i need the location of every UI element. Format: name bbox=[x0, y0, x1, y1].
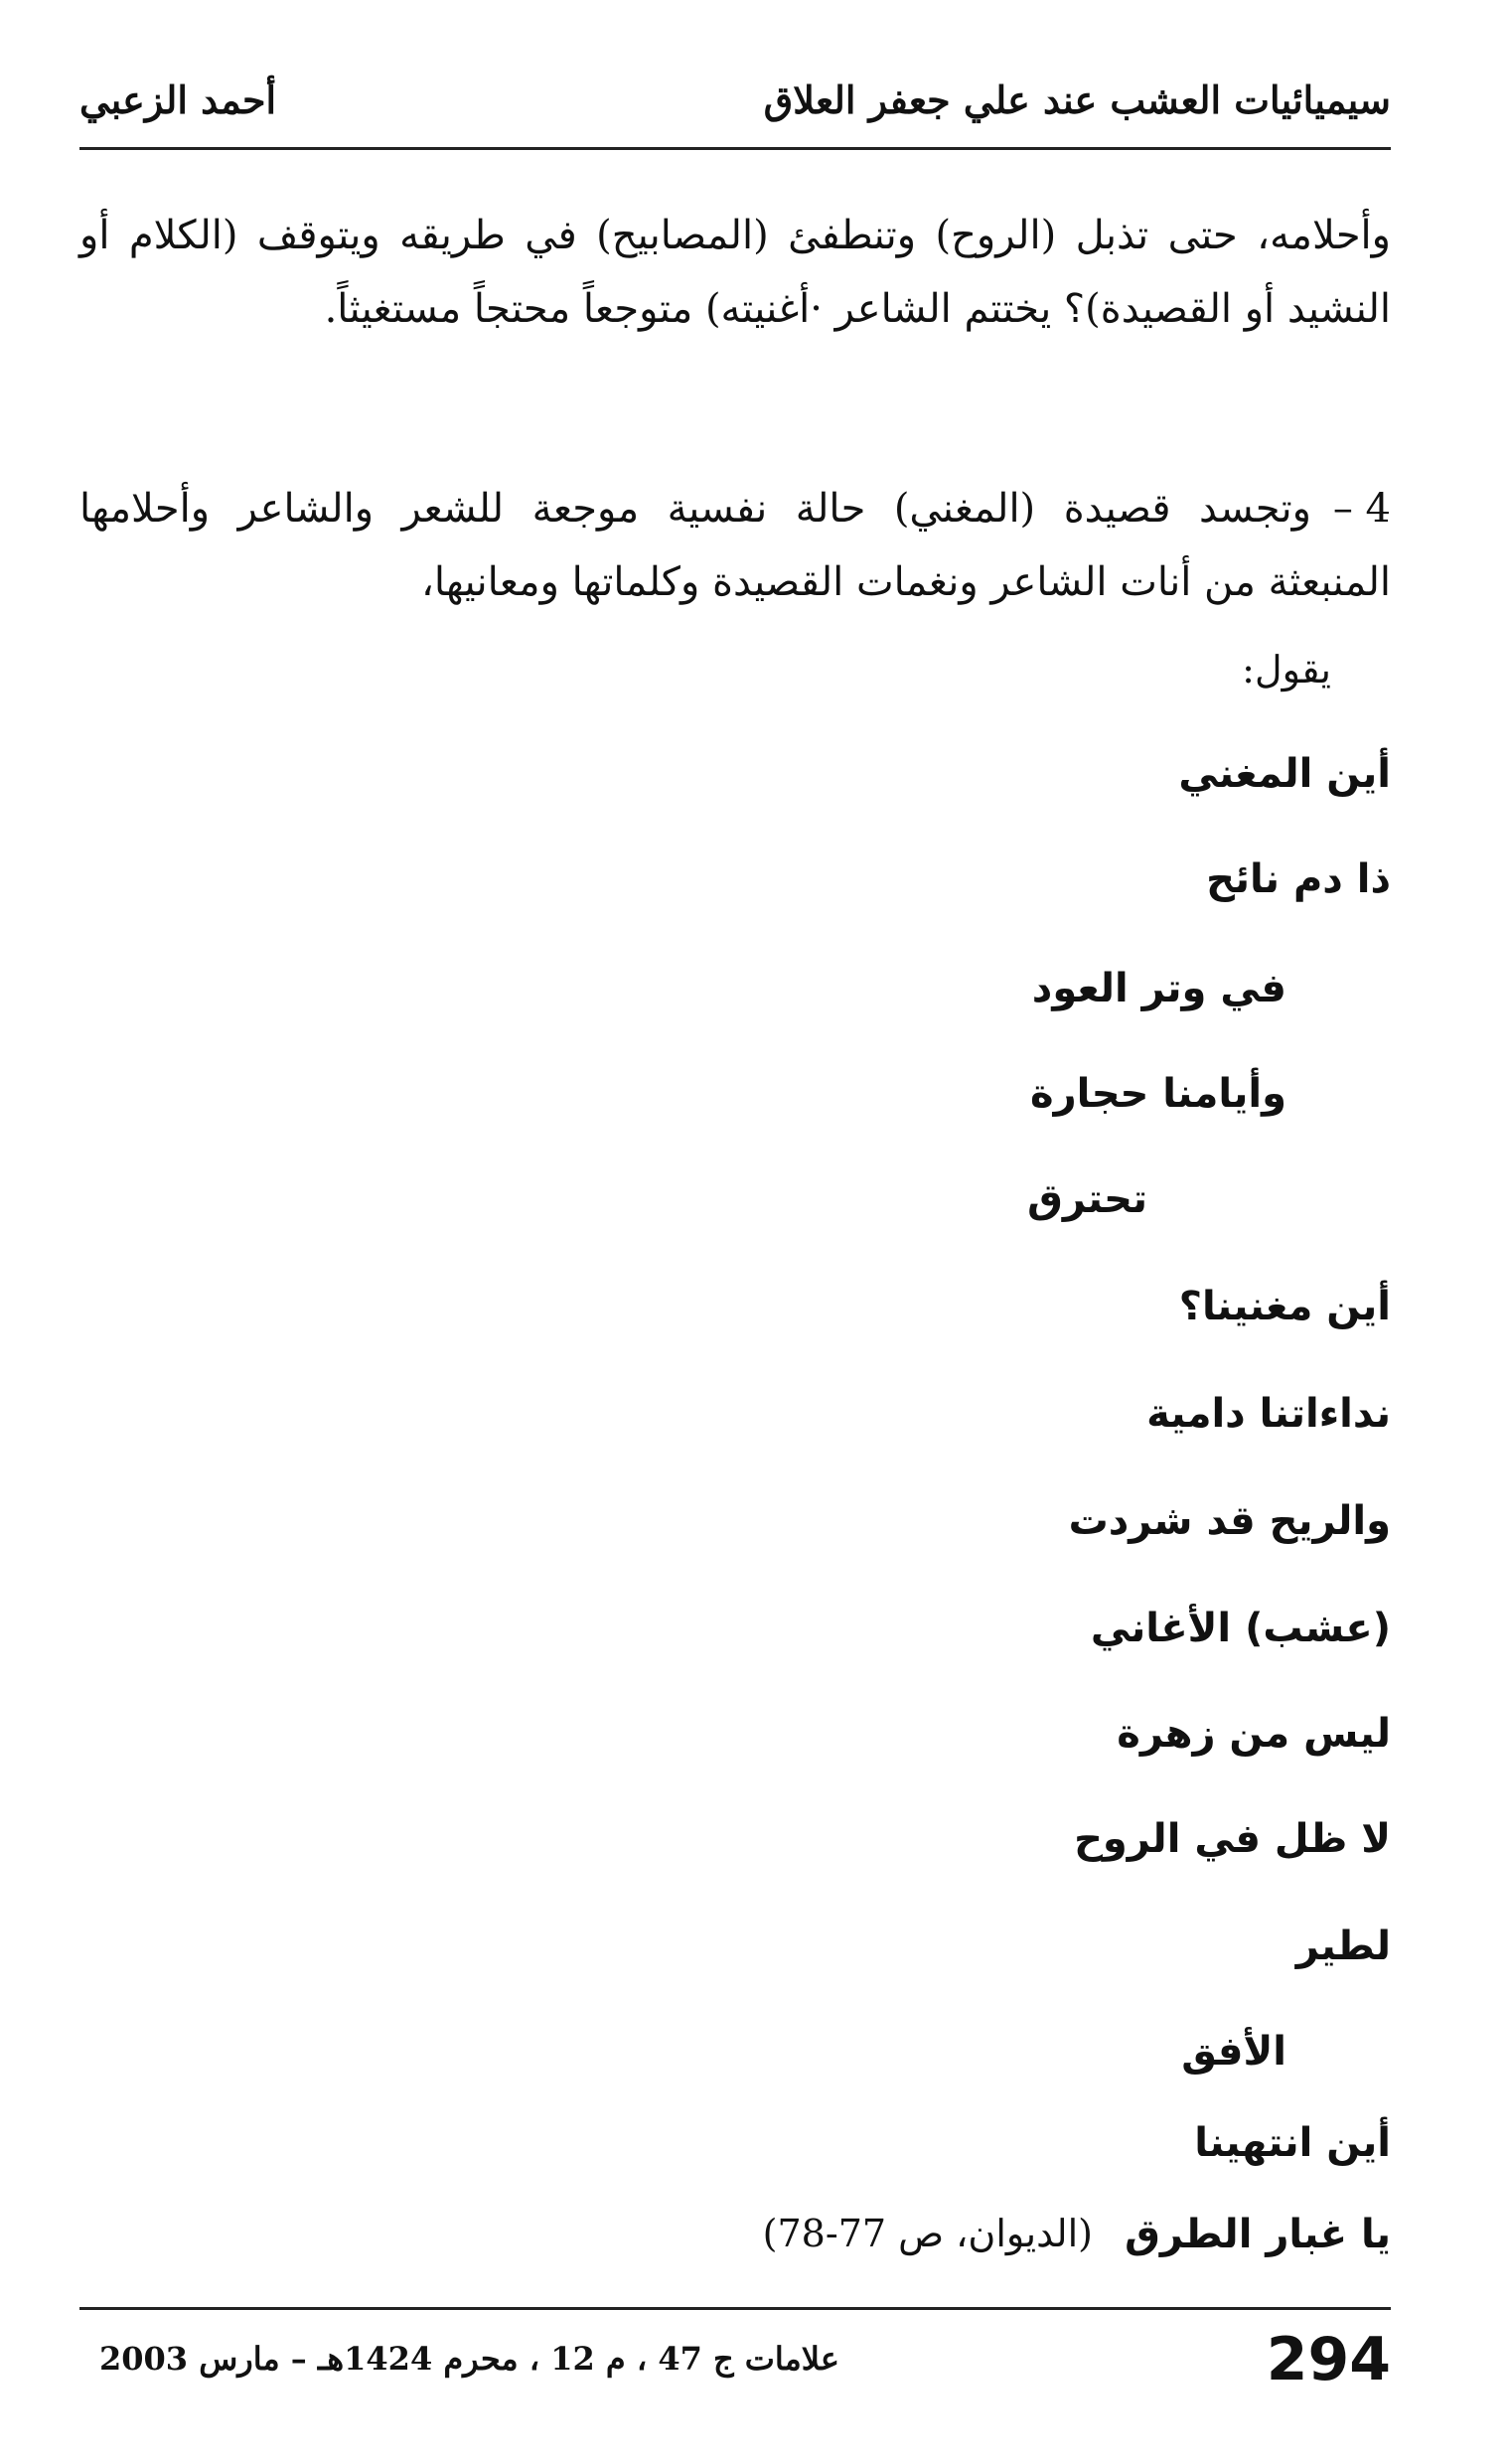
paragraph-2-number: 4 – bbox=[1332, 486, 1391, 532]
poem-line: ذا دم نائح bbox=[1206, 856, 1391, 902]
poem-line: والريح قد شردت bbox=[1068, 1498, 1391, 1544]
poem-line: في وتر العود bbox=[1031, 966, 1286, 1011]
poem-line: يا غبار الطرق bbox=[1125, 2212, 1391, 2257]
poem-line: لا ظل في الروح bbox=[1074, 1816, 1391, 1862]
poem-line: أين انتهينا bbox=[1194, 2120, 1391, 2166]
footer-divider bbox=[79, 2307, 1391, 2310]
paragraph-1-text: وأحلامه، حتى تذبل (الروح) وتنطفئ (المصابيح) في طريقه ويتوقف (الكلام أو النشيد أو القصيدة)؟ يختتم الشاعر ·أغنيته) متوجعاً محتجاً مستغيثاً. bbox=[79, 213, 1391, 332]
article-title: سيميائيات العشب عند علي جعفر العلاق bbox=[763, 77, 1391, 122]
header-divider bbox=[79, 147, 1391, 150]
poem-line: نداءاتنا دامية bbox=[1146, 1391, 1391, 1437]
quote-intro: يقول: bbox=[1242, 648, 1331, 692]
poem-line: (عشب) الأغاني bbox=[1090, 1606, 1391, 1651]
author-name: أحمد الزعبي bbox=[79, 77, 277, 122]
paragraph-1 bbox=[79, 199, 1391, 346]
paragraph-2-text: وتجسد قصيدة (المغني) حالة نفسية موجعة للشعر والشاعر وأحلامها المنبعثة من أنات الشاعر ونغمات القصيدة وكلماتها ومعانيها، bbox=[79, 486, 1391, 605]
page-number: 294 bbox=[1266, 2325, 1391, 2394]
poem-line: وأيامنا حجارة bbox=[1030, 1071, 1286, 1117]
poem-line: ليس من زهرة bbox=[1117, 1711, 1391, 1757]
poem-line: أين مغنينا؟ bbox=[1178, 1284, 1391, 1329]
poem-line: أين المغني bbox=[1178, 751, 1391, 797]
running-header bbox=[79, 77, 1391, 147]
poem-line: تحترق bbox=[1027, 1176, 1147, 1222]
paragraph-2 bbox=[79, 472, 1391, 619]
poem-citation: (الديوان، ص 77-78) bbox=[762, 2212, 1093, 2255]
poem-line: الأفق bbox=[1181, 2029, 1286, 2075]
journal-issue-info: علامات ج 47 ، م 12 ، محرم 1424هـ – مارس 2003 bbox=[99, 2340, 839, 2378]
poem-line: لطير bbox=[1295, 1924, 1391, 1969]
